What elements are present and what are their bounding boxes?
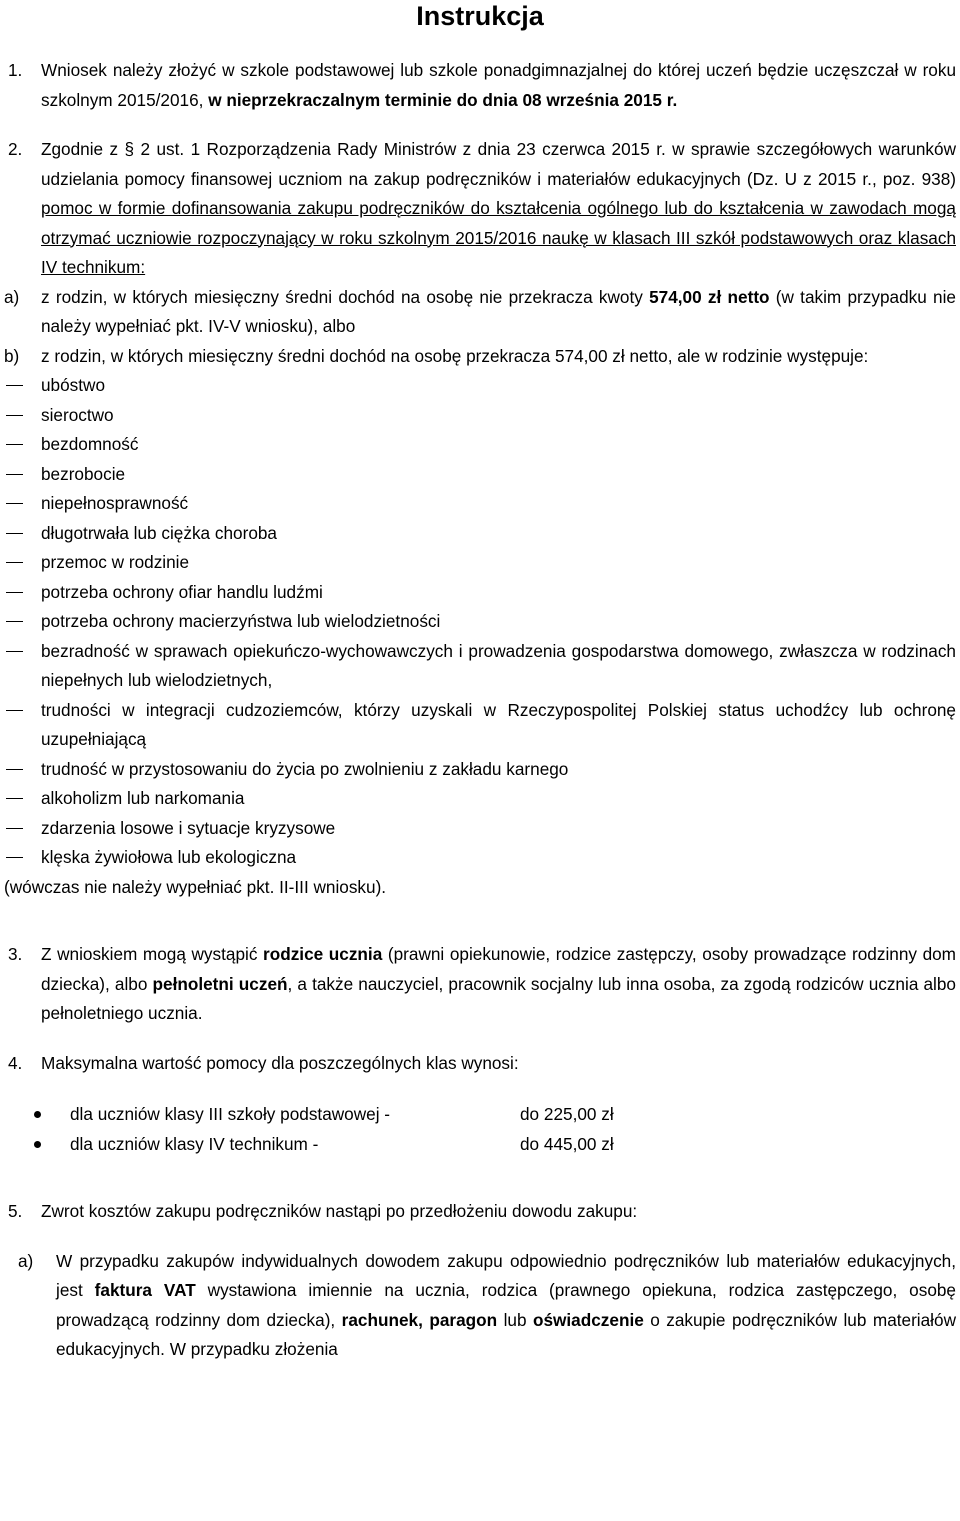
list-item-text: potrzeba ochrony macierzyństwa lub wielodzietności [41,611,441,631]
vat-invoice-bold: faktura VAT [94,1280,196,1300]
list-item [0,1130,960,1160]
item-text: Zgodnie z § 2 ust. 1 Rozporządzenia Rady Ministrów z dnia 23 czerwca 2015 r. w sprawie szczegółowych warunków udzielania pomocy finansowej uczniom na zakup podręczników i materiałów edukacyjnych (Dz. U z 2015 r., poz. 938) [41,139,956,189]
condition-label: a) [4,286,20,307]
dash-icon [6,769,23,770]
item-text-cont: (prawni opiekunowie, rodzice zastępczy, osoby prowadzące rodzinny dom dziecka), albo [41,944,957,994]
dash-icon [6,592,23,593]
item-number: 2. [8,139,23,159]
dash-icon [6,503,23,504]
item-text: Z wnioskiem mogą wystąpić [41,944,264,964]
list-item-text: alkoholizm lub narkomania [41,788,245,808]
list-item-text: bezdomność [41,434,139,454]
proof-text-end: o zakupie podręczników lub materiałów edukacyjnych. W przypadku złożenia [56,1309,956,1359]
instruction-item-4 [0,1049,960,1079]
bullet-icon [34,1111,41,1118]
proof-of-purchase-a [0,1247,960,1365]
item-text: Zwrot kosztów zakupu podręczników nastąpi po przedłożeniu dowodu zakupu: [41,1201,638,1221]
eligibility-text: pomoc w formie dofinansowania zakupu podręczników do kształcenia ogólnego lub do kształcenia w zawodach mogą otrzymać uczniowie rozpoczynający w roku szkolnym 2015/2016 naukę w klasach III szkół podstawowych oraz klasach IV technikum: [41,198,956,277]
instruction-item-1 [0,56,960,115]
dash-icon [6,621,23,622]
list-item [0,460,960,490]
item-text-end: , a także nauczyciel, pracownik socjalny lub inna osoba, za zgodą rodziców ucznia albo pełnoletniego ucznia. [41,973,956,1023]
list-item [0,814,960,844]
item-number: 4. [8,1052,23,1073]
max-value: do 225,00 zł [520,1104,614,1124]
condition-a [0,283,960,342]
condition-text: z rodzin, w których miesięczny średni dochód na osobę nie przekracza kwoty [41,286,650,307]
list-item [0,1100,960,1130]
item-text: Maksymalna wartość pomocy dla poszczególnych klas wynosi: [41,1052,519,1073]
dash-icon [6,798,23,799]
list-item-text: klęska żywiołowa lub ekologiczna [41,847,297,867]
proof-text-cont: wystawiona imiennie na ucznia, rodzica (prawnego opiekuna, rodzica zastępczego, osobę prowadzącą rodzinny dom dziecka), [56,1280,956,1330]
instruction-item-2 [0,135,960,283]
item-number: 3. [8,944,23,964]
parents-bold: rodzice ucznia [263,944,383,964]
list-item [0,755,960,785]
closing-note: (wówczas nie należy wypełniać pkt. II-III wniosku). [4,876,387,897]
condition-label: a) [18,1250,34,1271]
dash-icon [6,828,23,829]
list-item [0,637,960,696]
dash-icon [6,444,23,445]
max-value: do 445,00 zł [520,1133,614,1154]
list-item-text: ubóstwo [41,375,106,395]
list-item-text: sieroctwo [41,404,114,425]
dash-icon [6,415,23,416]
dash-icon [6,562,23,563]
list-item-text: bezradność w sprawach opiekuńczo-wychowawczych i prowadzenia gospodarstwa domowego, zwłaszcza w rodzinach niepełnych lub wielodzietnych, [41,640,956,690]
list-item [0,430,960,460]
list-item [0,696,960,755]
dash-icon [6,474,23,475]
list-item [0,371,960,401]
list-item [0,784,960,814]
circumstances-list [0,371,960,873]
dash-icon [6,385,23,386]
instruction-item-3 [0,940,960,1029]
condition-label: b) [4,345,20,366]
max-values-list [0,1100,960,1159]
list-item-text: trudność w przystosowaniu do życia po zwolnieniu z zakładu karnego [41,758,569,779]
class-label: dla uczniów klasy III szkoły podstawowej - [70,1104,391,1124]
proof-text-or: lub [497,1309,533,1330]
page-title: Instrukcja [416,1,544,31]
item-text: Wniosek należy złożyć w szkole podstawowej lub szkole ponadgimnazjalnej do której uczeń będzie uczęszczał w roku szkolnym 2015/2016, [41,60,956,110]
list-item [0,401,960,431]
dash-icon [6,857,23,858]
receipt-bold: rachunek, paragon [341,1309,498,1330]
list-item [0,548,960,578]
instruction-item-5 [0,1197,960,1227]
income-threshold: 574,00 zł netto [649,286,770,307]
adult-student-bold: pełnoletni uczeń [152,973,288,994]
list-item-text: bezrobocie [41,463,126,484]
list-item [0,607,960,637]
list-item-text: zdarzenia losowe i sytuacje kryzysowe [41,817,336,838]
deadline-text: w nieprzekraczalnym terminie do dnia 08 września 2015 r. [208,89,678,110]
list-item-text: potrzeba ochrony ofiar handlu ludźmi [41,581,323,602]
condition-text: z rodzin, w których miesięczny średni dochód na osobę przekracza 574,00 zł netto, ale w rodzinie występuje: [41,345,869,366]
condition-b [0,342,960,372]
list-item [0,519,960,549]
list-item-text: przemoc w rodzinie [41,552,190,572]
bullet-icon [34,1141,41,1148]
list-item-text: niepełnosprawność [41,493,189,513]
dash-icon [6,533,23,534]
condition-text-cont: (w takim przypadku nie należy wypełniać pkt. IV-V wniosku), albo [41,286,956,336]
dash-icon [6,710,23,711]
list-item-text: trudności w integracji cudzoziemców, którzy uzyskali w Rzeczypospolitej Polskiej status uchodźcy lub ochronę uzupełniającą [41,699,956,749]
list-item [0,843,960,873]
item-number: 5. [8,1201,23,1221]
dash-icon [6,651,23,652]
item-number: 1. [8,60,23,80]
list-item [0,489,960,519]
list-item [0,578,960,608]
proof-text: W przypadku zakupów indywidualnych dowodem zakupu odpowiednio podręczników lub materiałów edukacyjnych, jest [56,1250,956,1300]
list-item-text: długotrwała lub ciężka choroba [41,522,277,543]
class-label: dla uczniów klasy IV technikum - [70,1133,319,1154]
declaration-bold: oświadczenie [532,1309,644,1330]
